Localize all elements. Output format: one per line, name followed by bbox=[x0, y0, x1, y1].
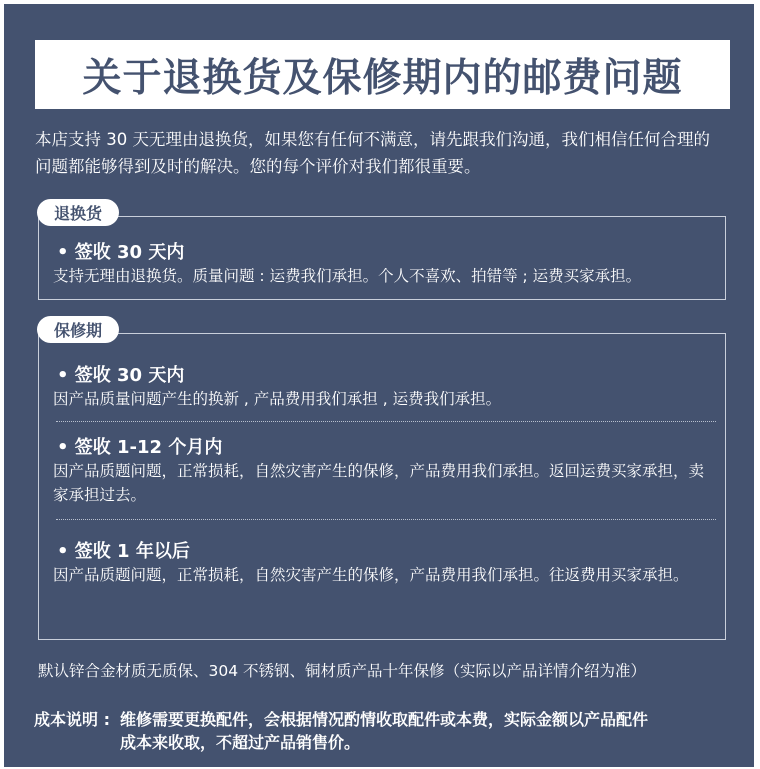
divider bbox=[56, 421, 716, 422]
cost-line: 成本来收取，不超过产品销售价。 bbox=[120, 733, 361, 752]
warranty-tag: 保修期 bbox=[37, 316, 119, 343]
cost-label: 成本说明 : bbox=[34, 710, 110, 729]
warranty-item-body: 因产品质题问题，正常损耗，自然灾害产生的保修，产品费用我们承担。往返费用买家承担。 bbox=[53, 566, 689, 584]
exchange-body: 支持无理由退换货。质量问题 : 运费我们承担。个人不喜欢、拍错等 ; 运费买家承担。 bbox=[53, 267, 642, 285]
cost-line: 维修需要更换配件，会根据情况酌情收取配件或本费，实际金额以产品配件 bbox=[120, 710, 649, 729]
warranty-item-heading: • 签收 1-12 个月内 bbox=[57, 437, 223, 458]
page-title: 关于退换货及保修期内的邮费问题 bbox=[82, 55, 683, 101]
exchange-tag: 退换货 bbox=[37, 199, 119, 226]
divider bbox=[56, 519, 716, 520]
warranty-item-body: 因产品质量问题产生的换新 , 产品费用我们承担 , 运费我们承担。 bbox=[53, 390, 502, 408]
title-banner bbox=[35, 40, 730, 109]
material-note: 默认锌合金材质无质保、304 不锈钢、铜材质产品十年保修（实际以产品详情介绍为准） bbox=[38, 662, 647, 680]
intro-text: 本店支持 30 天无理由退换货，如果您有任何不满意，请先跟我们沟通，我们相信任何合理的问题都能够得到及时的解决。您的每个评价对我们都很重要。 bbox=[35, 130, 710, 176]
warranty-item-heading: • 签收 1 年以后 bbox=[57, 541, 190, 562]
info-panel bbox=[4, 4, 754, 767]
warranty-item-heading: • 签收 30 天内 bbox=[57, 365, 185, 386]
warranty-item-body: 因产品质题问题，正常损耗，自然灾害产生的保修，产品费用我们承担。返回运费买家承担，卖家承担过去。 bbox=[53, 462, 705, 504]
exchange-heading: • 签收 30 天内 bbox=[57, 242, 185, 263]
